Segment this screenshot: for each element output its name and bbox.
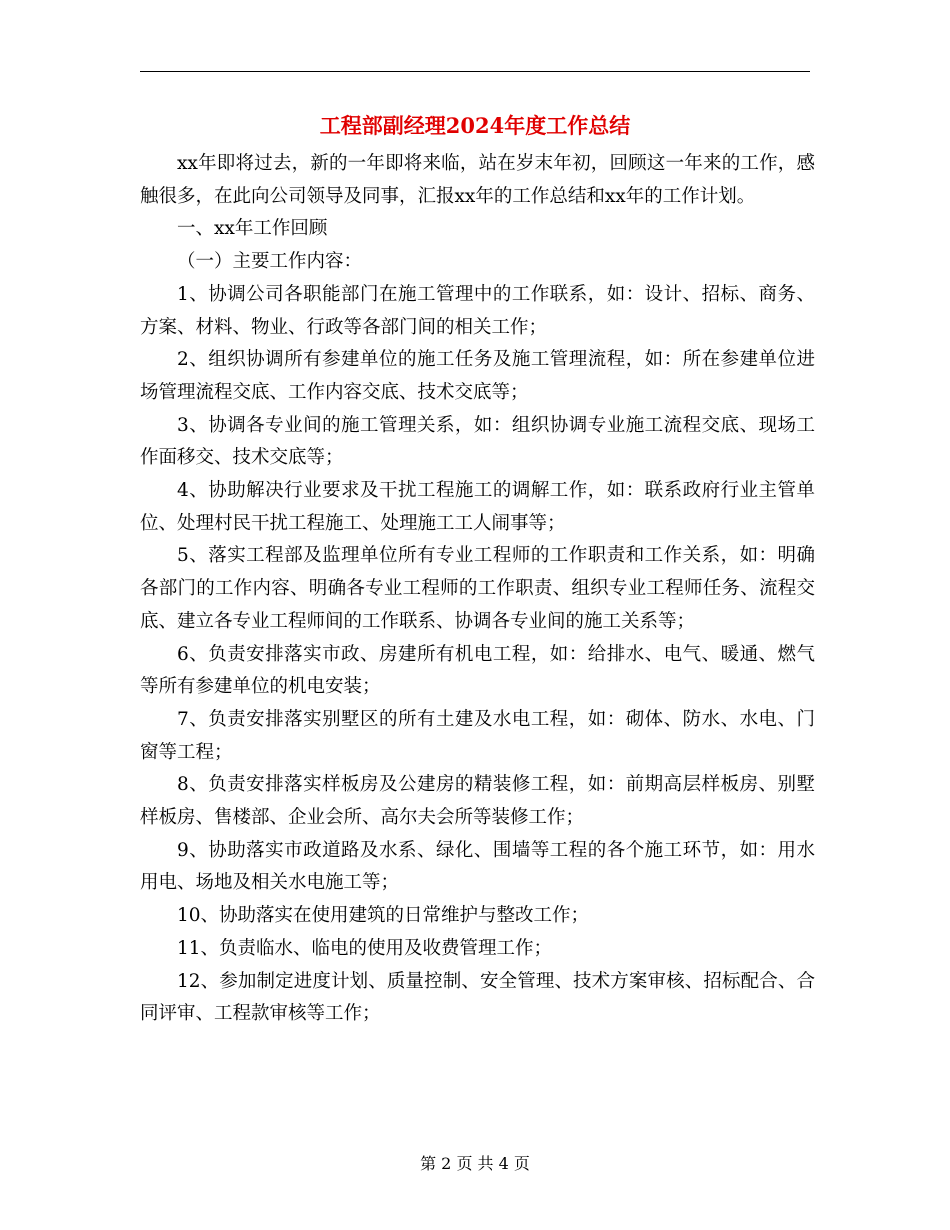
- document-title: 工程部副经理2024年度工作总结: [319, 113, 631, 138]
- page-number: 第 2 页 共 4 页: [420, 1154, 530, 1173]
- document-body: [140, 148, 815, 1031]
- list-item-7: 7、负责安排落实别墅区的所有土建及水电工程，如：砌体、防水、水电、门窗等工程；: [140, 708, 815, 763]
- list-item-1: 1、协调公司各职能部门在施工管理中的工作联系，如：设计、招标、商务、方案、材料、物业、行政等各部门间的相关工作；: [140, 283, 815, 338]
- section-heading-review: 一、xx年工作回顾: [177, 218, 328, 240]
- list-item-5: 5、落实工程部及监理单位所有专业工程师的工作职责和工作关系，如：明确各部门的工作内容、明确各专业工程师的工作职责、组织专业工程师任务、流程交底、建立各专业工程师间的工作联系、协调各专业间的施工关系等；: [140, 545, 815, 632]
- list-item-8: 8、负责安排落实样板房及公建房的精装修工程，如：前期高层样板房、别墅样板房、售楼部、企业会所、高尔夫会所等装修工作；: [140, 774, 815, 829]
- list-item-10: 10、协助落实在使用建筑的日常维护与整改工作；: [177, 905, 590, 927]
- list-item-3: 3、协调各专业间的施工管理关系，如：组织协调专业施工流程交底、现场工作面移交、技术交底等；: [140, 414, 815, 469]
- list-item-9: 9、协助落实市政道路及水系、绿化、围墙等工程的各个施工环节，如：用水用电、场地及相关水电施工等；: [140, 839, 815, 894]
- subsection-heading-main-work: （一）主要工作内容：: [177, 251, 363, 273]
- header-rule: [140, 71, 810, 72]
- paragraph-intro: xx年即将过去，新的一年即将来临，站在岁末年初，回顾这一年来的工作，感触很多，在此向公司领导及同事，汇报xx年的工作总结和xx年的工作计划。: [140, 153, 815, 207]
- list-item-11: 11、负责临水、临电的使用及收费管理工作；: [177, 937, 553, 959]
- list-item-2: 2、组织协调所有参建单位的施工任务及施工管理流程，如：所在参建单位进场管理流程交底、工作内容交底、技术交底等；: [140, 349, 815, 403]
- list-item-4: 4、协助解决行业要求及干扰工程施工的调解工作，如：联系政府行业主管单位、处理村民干扰工程施工、处理施工工人闹事等；: [140, 480, 815, 534]
- list-item-6: 6、负责安排落实市政、房建所有机电工程，如：给排水、电气、暖通、燃气等所有参建单位的机电安装；: [140, 643, 815, 698]
- list-item-12: 12、参加制定进度计划、质量控制、安全管理、技术方案审核、招标配合、合同评审、工程款审核等工作；: [140, 970, 815, 1025]
